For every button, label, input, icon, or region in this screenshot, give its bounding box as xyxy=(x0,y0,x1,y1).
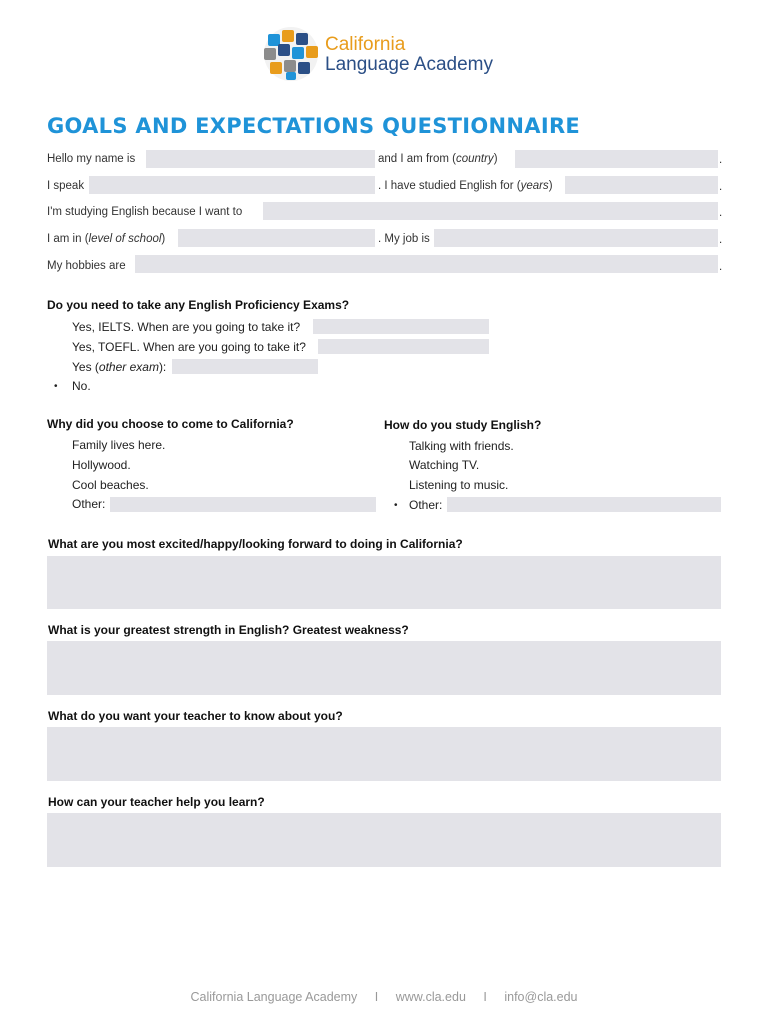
page-title: GOALS AND EXPECTATIONS QUESTIONNAIRE xyxy=(47,114,581,138)
level-label-post: ) xyxy=(161,233,166,245)
reason-field[interactable] xyxy=(263,202,718,220)
study-option-friends[interactable]: Talking with friends. xyxy=(409,439,514,453)
strength-answer-box[interactable] xyxy=(47,641,721,695)
job-field[interactable] xyxy=(434,229,718,247)
school-level-field[interactable] xyxy=(178,229,375,247)
footer-separator: I xyxy=(483,990,487,1004)
bullet-study-other: • xyxy=(394,500,398,511)
years-label-em: years xyxy=(520,180,549,192)
other-exam-field[interactable] xyxy=(172,359,318,374)
no-option[interactable]: No. xyxy=(72,379,91,393)
languages-field[interactable] xyxy=(89,176,375,194)
footer xyxy=(0,990,768,1004)
ielts-date-field[interactable] xyxy=(313,319,489,334)
bullet-no: • xyxy=(54,381,58,392)
years-field[interactable] xyxy=(565,176,718,194)
country-field[interactable] xyxy=(515,150,718,168)
period: . xyxy=(719,234,723,246)
country-label xyxy=(378,152,498,166)
years-label-pre: . I have studied English for ( xyxy=(378,180,521,192)
period: . xyxy=(719,261,723,273)
footer-email-link[interactable]: info@cla.edu xyxy=(504,990,578,1004)
country-label-pre: and I am from ( xyxy=(378,153,456,165)
footer-org-name: California Language Academy xyxy=(190,990,358,1004)
study-option-other[interactable]: Other: xyxy=(409,498,443,512)
excited-question: What are you most excited/happy/looking forward to doing in California? xyxy=(48,537,463,551)
toefl-option[interactable]: Yes, TOEFL. When are you going to take it? xyxy=(72,340,306,354)
teacher-know-answer-box[interactable] xyxy=(47,727,721,781)
why-option-hollywood[interactable]: Hollywood. xyxy=(72,458,131,472)
study-other-field[interactable] xyxy=(447,497,721,512)
logo xyxy=(258,24,518,84)
other-exam-pre: Yes ( xyxy=(72,360,99,374)
why-other-field[interactable] xyxy=(110,497,376,512)
years-label-post: ) xyxy=(548,180,553,192)
hobbies-label: My hobbies are xyxy=(47,260,126,272)
other-exam-post: ): xyxy=(158,360,167,374)
logo-line-1: California xyxy=(325,34,406,55)
period: . xyxy=(719,207,723,219)
teacher-help-question: How can your teacher help you learn? xyxy=(48,795,265,809)
toefl-date-field[interactable] xyxy=(318,339,489,354)
country-label-em: country xyxy=(455,153,494,165)
teacher-help-answer-box[interactable] xyxy=(47,813,721,867)
teacher-know-question: What do you want your teacher to know about you? xyxy=(48,709,343,723)
country-label-post: ) xyxy=(493,153,498,165)
why-option-family[interactable]: Family lives here. xyxy=(72,438,166,452)
puzzle-globe-icon xyxy=(258,24,324,84)
years-label xyxy=(378,179,553,193)
level-label xyxy=(47,232,165,246)
period: . xyxy=(719,181,723,193)
speak-label: I speak xyxy=(47,180,85,192)
logo-wordmark xyxy=(325,35,493,75)
exams-question: Do you need to take any English Proficiency Exams? xyxy=(47,298,350,312)
other-exam-em: other exam xyxy=(98,360,159,374)
why-option-beaches[interactable]: Cool beaches. xyxy=(72,478,149,492)
footer-website-link[interactable]: www.cla.edu xyxy=(395,990,466,1004)
why-california-question: Why did you choose to come to California? xyxy=(47,417,294,431)
why-option-other[interactable]: Other: xyxy=(72,497,106,511)
logo-line-2: Language Academy xyxy=(325,54,493,75)
because-label: I'm studying English because I want to xyxy=(47,206,243,218)
period: . xyxy=(719,154,723,166)
how-study-question: How do you study English? xyxy=(384,418,542,432)
hobbies-field[interactable] xyxy=(135,255,718,273)
footer-separator: I xyxy=(374,990,379,1004)
level-label-em: level of school xyxy=(88,233,162,245)
ielts-option[interactable]: Yes, IELTS. When are you going to take it? xyxy=(72,320,301,334)
study-option-tv[interactable]: Watching TV. xyxy=(409,458,480,472)
job-label: . My job is xyxy=(378,233,430,245)
other-exam-option[interactable] xyxy=(72,360,166,375)
name-field[interactable] xyxy=(146,150,375,168)
excited-answer-box[interactable] xyxy=(47,556,721,609)
study-option-music[interactable]: Listening to music. xyxy=(409,478,509,492)
level-label-pre: I am in ( xyxy=(47,233,89,245)
name-label: Hello my name is xyxy=(47,153,136,165)
strength-question: What is your greatest strength in English? Greatest weakness? xyxy=(48,623,409,637)
